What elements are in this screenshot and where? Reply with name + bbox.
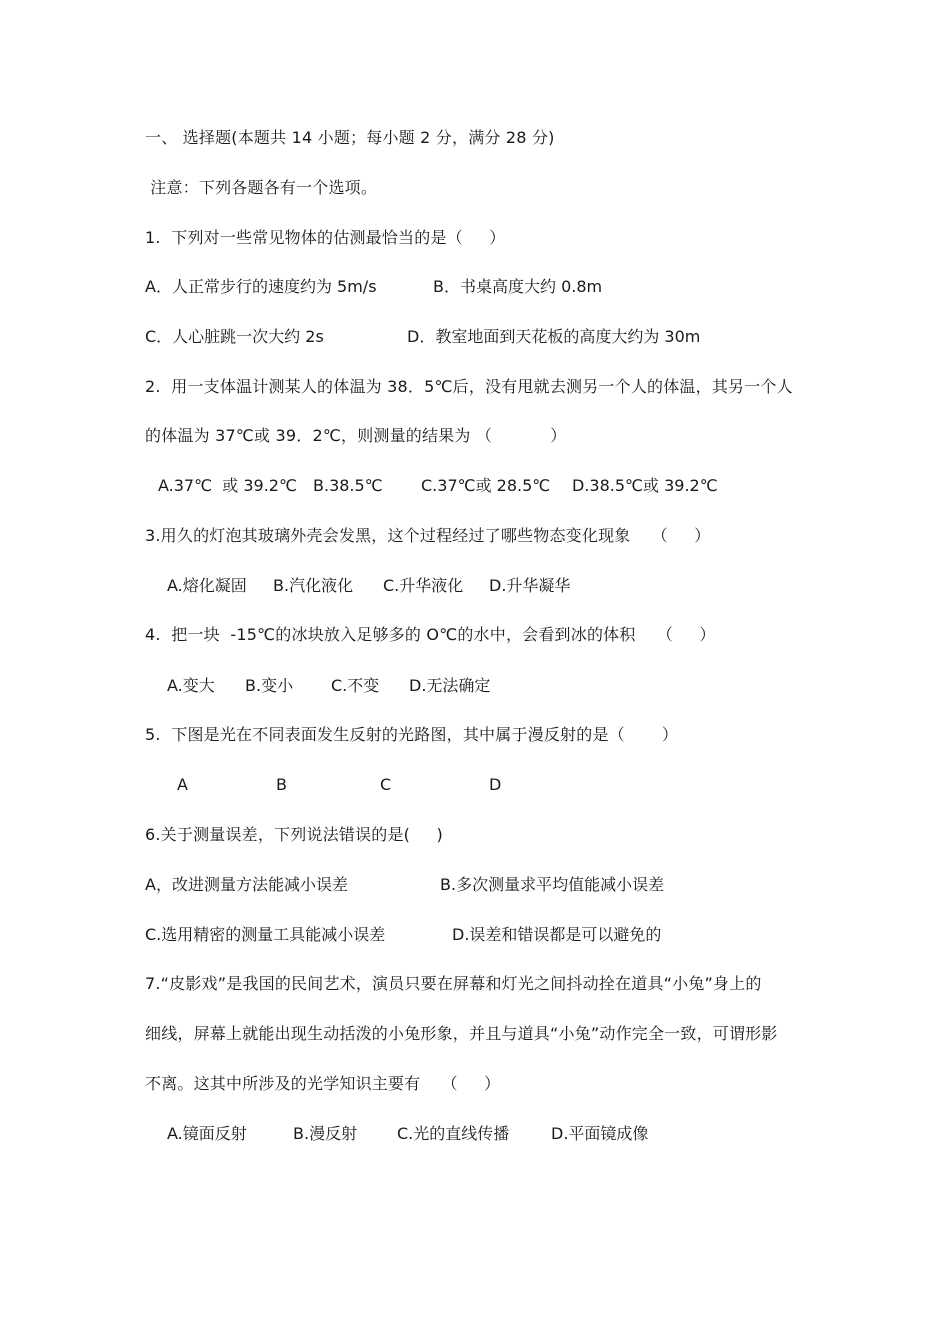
question-2-stem-line-2: 的体温为 37℃或 39．2℃，则测量的结果为 （ ） — [145, 426, 567, 445]
question-3-stem: 3.用久的灯泡其玻璃外壳会发黑，这个过程经过了哪些物态变化现象 （ ） — [145, 526, 711, 545]
question-4-stem: 4. 把一块 -15℃的冰块放入足够多的 O℃的水中，会看到冰的体积 （ ） — [145, 625, 716, 644]
question-7-stem-line-1: 7.“皮影戏”是我国的民间艺术，演员只要在屏幕和灯光之间抖动拴在道具“小兔”身上的 — [145, 974, 762, 993]
question-2-option-c: C.37℃或 28.5℃ — [421, 476, 551, 495]
question-7-stem-line-3: 不离。这其中所涉及的光学知识主要有 （ ） — [145, 1074, 501, 1093]
question-2-option-d: D.38.5℃或 39.2℃ — [572, 476, 718, 495]
question-1-option-a: A．人正常步行的速度约为 5m/s — [145, 277, 377, 296]
question-4-option-b: B.变小 — [245, 676, 294, 695]
question-4-option-a: A.变大 — [167, 676, 215, 695]
question-2-option-a: A.37℃ 或 39.2℃ — [158, 476, 297, 495]
question-1-stem: 1. 下列对一些常见物体的估测最恰当的是（ ） — [145, 228, 506, 247]
section-note: 注意：下列各题各有一个选项。 — [145, 178, 378, 197]
question-6-option-b: B.多次测量求平均值能减小误差 — [440, 875, 665, 894]
question-5-option-d: D — [489, 775, 502, 794]
question-4-option-c: C.不变 — [331, 676, 380, 695]
question-5-option-b: B — [276, 775, 287, 794]
question-6-option-d: D.误差和错误都是可以避免的 — [452, 925, 662, 944]
question-5-option-c: C — [380, 775, 392, 794]
question-7-option-a: A.镜面反射 — [167, 1124, 247, 1143]
question-1-option-b: B．书桌高度大约 0.8m — [433, 277, 603, 296]
question-7-option-b: B.漫反射 — [293, 1124, 358, 1143]
question-2-stem-line-1: 2. 用一支体温计测某人的体温为 38．5℃后，没有甩就去测另一个人的体温，其另一个人 — [145, 377, 793, 396]
question-1-option-c: C．人心脏跳一次大约 2s — [145, 327, 324, 346]
question-4-option-d: D.无法确定 — [409, 676, 491, 695]
question-3-option-c: C.升华液化 — [383, 576, 464, 595]
question-3-option-d: D.升华凝华 — [489, 576, 571, 595]
question-6-option-a: A，改进测量方法能减小误差 — [145, 875, 348, 894]
question-6-stem: 6.关于测量误差，下列说法错误的是( ) — [145, 825, 443, 844]
question-3-option-b: B.汽化液化 — [273, 576, 354, 595]
question-7-stem-line-2: 细线，屏幕上就能出现生动括泼的小兔形象，并且与道具“小兔”动作完全一致，可谓形影 — [145, 1024, 778, 1043]
question-3-option-a: A.熔化凝固 — [167, 576, 247, 595]
question-2-option-b: B.38.5℃ — [313, 476, 383, 495]
question-1-option-d: D．教室地面到天花板的高度大约为 30m — [407, 327, 701, 346]
question-7-option-d: D.平面镜成像 — [551, 1124, 649, 1143]
question-7-option-c: C.光的直线传播 — [397, 1124, 510, 1143]
question-5-option-a: A — [177, 775, 188, 794]
question-5-stem: 5. 下图是光在不同表面发生反射的光路图，其中属于漫反射的是（ ） — [145, 725, 679, 744]
section-heading: 一、 选择题(本题共 14 小题；每小题 2 分，满分 28 分) — [145, 128, 555, 147]
question-6-option-c: C.选用精密的测量工具能减小误差 — [145, 925, 386, 944]
